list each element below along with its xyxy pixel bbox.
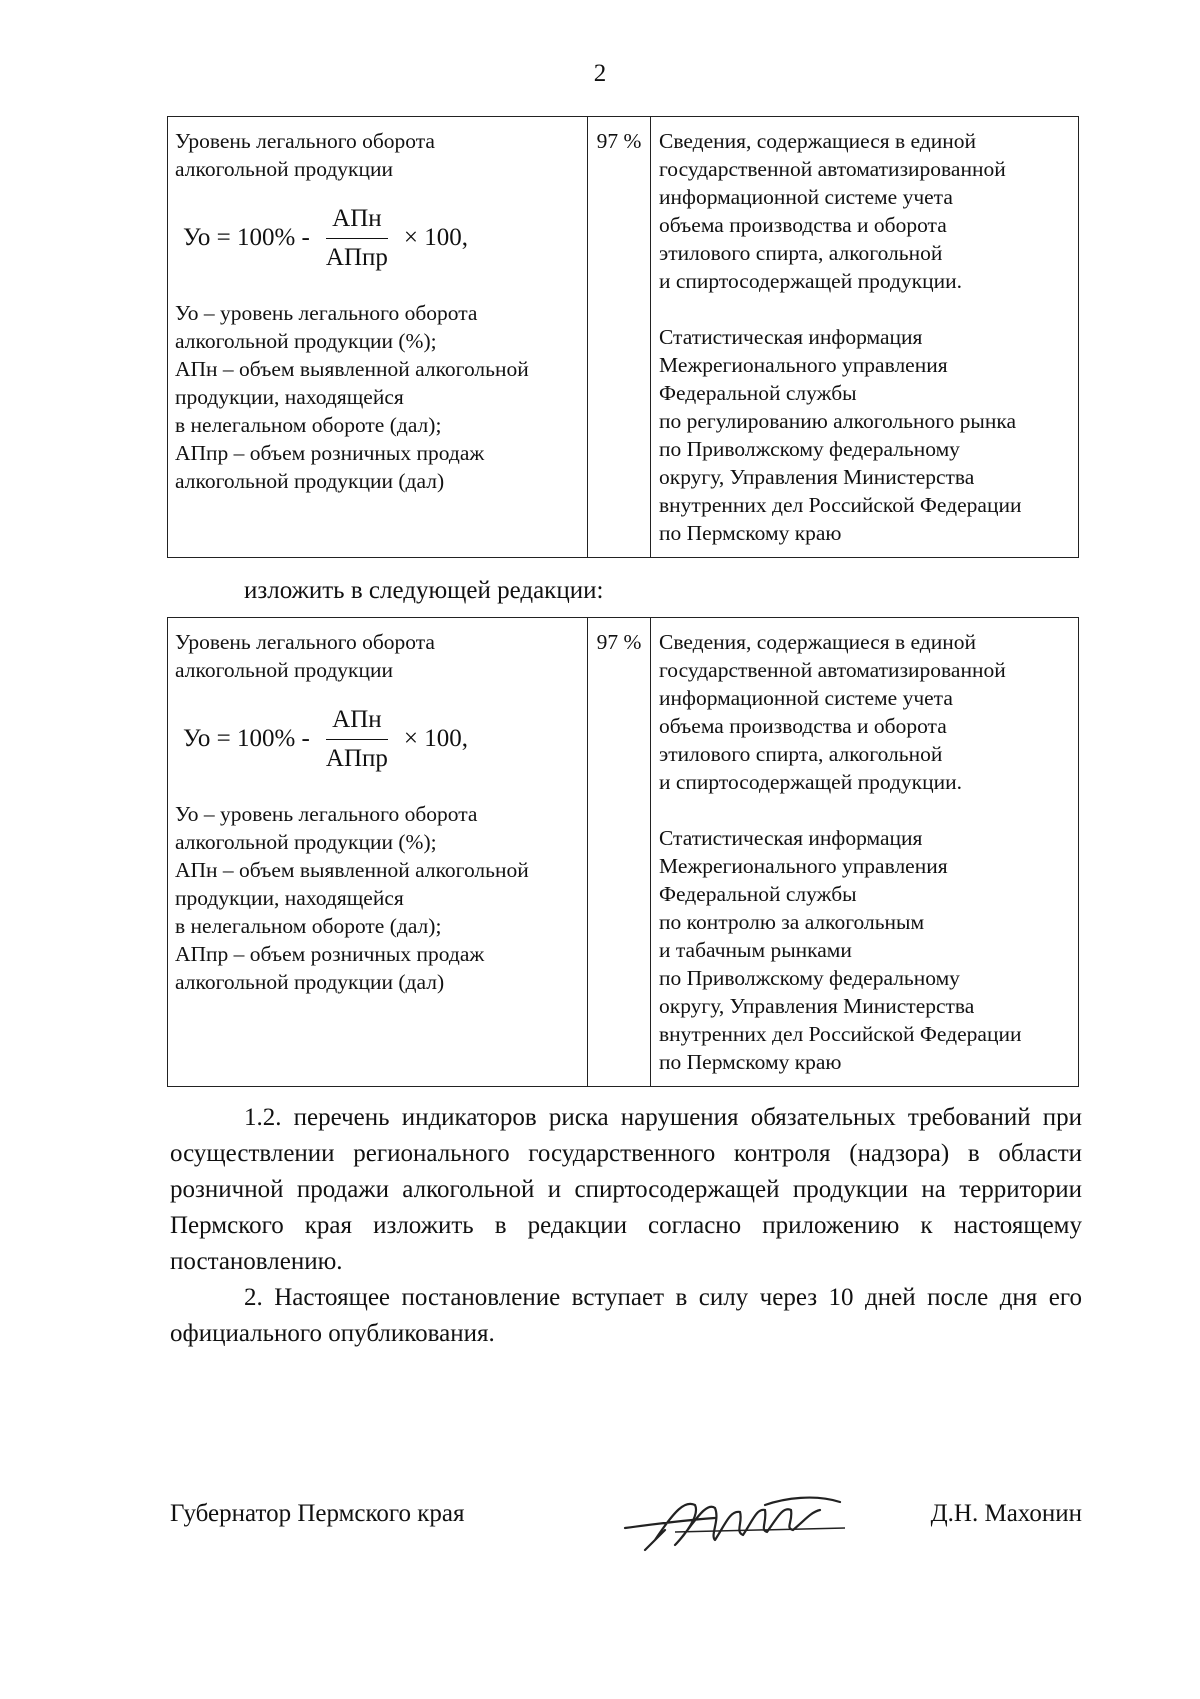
indicator-table-old — [167, 116, 1079, 558]
table-row — [168, 618, 1079, 1087]
indicator-cell — [168, 117, 588, 558]
indicator-table-new — [167, 617, 1079, 1087]
signature-block — [170, 1500, 1082, 1560]
formula-denominator: АПпр — [325, 744, 388, 772]
paragraph-2: 2. Настоящее постановление вступает в силу через 10 дней после дня его официального опубликования. — [170, 1284, 1082, 1347]
formula-denominator: АПпр — [325, 243, 388, 271]
paragraph-1-2: 1.2. перечень индикаторов риска нарушения обязательных требований при осуществлении регионального государственного контроля (надзора) в области розничной продажи алкогольной и спиртосодержащей продукции на территории Пермского края изложить в редакции согласно приложению к настоящему постановлению. — [170, 1104, 1082, 1275]
formula-fraction — [320, 705, 394, 774]
formula-lhs: Уо = 100% - — [183, 725, 310, 752]
target-value-cell — [588, 618, 651, 1087]
formula — [183, 201, 581, 275]
formula-lhs: Уо = 100% - — [183, 224, 310, 251]
target-value: 97 % — [596, 630, 642, 654]
page-number: 2 — [593, 60, 607, 87]
source-cell — [651, 117, 1079, 558]
signatory-title: Губернатор Пермского края — [170, 1500, 465, 1527]
indicator-definitions: Уо – уровень легального оборота алкогольной продукции (%); АПн – объем выявленной алкогольной продукции, находящейся в нелегальном обороте (дал); АПпр – объем розничных продаж алкогольной продукции (дал) — [175, 301, 529, 493]
formula — [183, 702, 581, 776]
source-1: Сведения, содержащиеся в единой государственной автоматизированной информационной системе учета объема производства и оборота этилового спирта, алкогольной и спиртосодержащей продукции. — [659, 630, 1006, 794]
body-text — [170, 1100, 1082, 1352]
source-cell — [651, 618, 1079, 1087]
indicator-title: Уровень легального оборота алкогольной продукции — [175, 129, 435, 181]
handwritten-signature — [615, 1480, 855, 1560]
formula-numerator: АПн — [326, 705, 388, 740]
target-value-cell — [588, 117, 651, 558]
source-2: Статистическая информация Межрегионального управления Федеральной службы по контролю за алкогольным и табачным рынками по Приволжскому федеральному округу, Управления Министерства внутренних дел Российской Федерации по Пермскому краю — [659, 826, 1022, 1074]
signatory-name: Д.Н. Махонин — [930, 1500, 1082, 1527]
indicator-title: Уровень легального оборота алкогольной продукции — [175, 630, 435, 682]
indicator-cell — [168, 618, 588, 1087]
target-value: 97 % — [596, 129, 642, 153]
formula-rhs: × 100, — [403, 725, 468, 752]
source-1: Сведения, содержащиеся в единой государственной автоматизированной информационной системе учета объема производства и оборота этилового спирта, алкогольной и спиртосодержащей продукции. — [659, 129, 1006, 293]
formula-numerator: АПн — [326, 204, 388, 239]
table-row — [168, 117, 1079, 558]
intro-text: изложить в следующей редакции: — [244, 577, 604, 604]
source-2: Статистическая информация Межрегионального управления Федеральной службы по регулированию алкогольного рынка по Приволжскому федеральному округу, Управления Министерства внутренних дел Российской Федерации по Пермскому краю — [659, 325, 1022, 545]
formula-fraction — [320, 204, 394, 273]
indicator-definitions: Уо – уровень легального оборота алкогольной продукции (%); АПн – объем выявленной алкогольной продукции, находящейся в нелегальном обороте (дал); АПпр – объем розничных продаж алкогольной продукции (дал) — [175, 802, 529, 994]
formula-rhs: × 100, — [403, 224, 468, 251]
